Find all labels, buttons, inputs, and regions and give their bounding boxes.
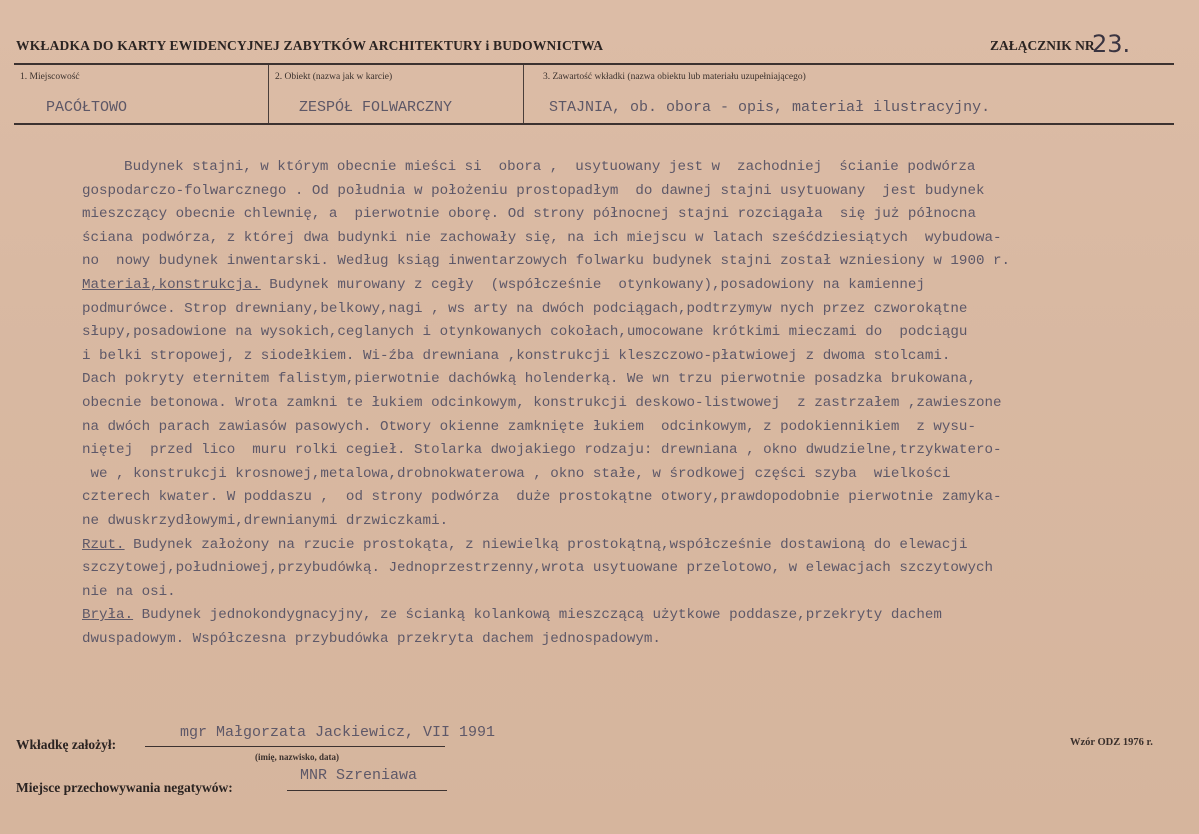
object-label [275,72,392,82]
description-line: słupy,posadowione na wysokich,ceglanych i otynkowanych cokołach,umocowane krótkimi mieczami do podciągu [82,324,968,341]
content-label [543,72,806,82]
description-line: nie na osi. [82,583,176,600]
description-line: obecnie betonowa. Wrota zamkni te łukiem odcinkowym, konstrukcji deskowo-listwowej z zastrzałem ,zawieszone [82,394,1002,411]
created-by-label: Wkładkę założył: [16,737,117,752]
description-line: gospodarczo-folwarcznego . Od południa w położeniu prostopadłym do dawnej stajni usytuowany jest budynek [82,182,985,199]
section-heading: Rzut. [82,536,125,553]
header-bottom-rule [14,123,1174,125]
field-separator-2 [523,65,524,123]
created-by-value: mgr Małgorzata Jackiewicz, VII 1991 [180,724,496,741]
object-label-main: 2. Obiekt [275,72,311,82]
description-line: szczytowej,południowej,przybudówką. Jednoprzestrzenny,wrota usytuowane przelotowo, w elewacjach szczytowych [82,560,993,577]
annex-number: 23. [1092,30,1131,58]
form-title: WKŁADKA DO KARTY EWIDENCYJNEJ ZABYTKÓW ARCHITEKTURY i BUDOWNICTWA [16,38,604,53]
place-value: PACÓŁTOWO [46,99,128,116]
object-label-note: (nazwa jak w karcie) [312,72,393,82]
description-line: ściana podwórza, z której dwa budynki nie zachowały się, na ich miejscu w latach sześćdziesiątych wybudowa- [82,229,1002,246]
content-label-main: 3. Zawartość wkładki [543,72,626,82]
description-line: podmurówce. Strop drewniany,belkowy,nagi , ws arty na dwóch podciągach,podtrzymyw nych przez czworokątne [82,300,968,317]
annex-label: ZAŁĄCZNIK NR [990,38,1095,53]
section-heading: Materiał,konstrukcja. [82,276,261,293]
negatives-line [287,790,447,791]
field-separator-1 [268,65,269,123]
section-heading: Bryła. [82,607,134,624]
created-by-note: (imię, nazwisko, data) [255,752,339,762]
description-text [82,156,1170,651]
description-line: na dwóch parach zawiasów pasowych. Otwory okienne zamknięte łukiem odcinkowym, z podokiennikiem z wysu- [82,418,976,435]
description-line: czterech kwater. W poddaszu , od strony podwórza duże prostokątne otwory,prawdopodobnie pierwotnie zamyka- [82,489,1002,506]
header-top-rule [14,63,1174,65]
description-line: Rzut. Budynek założony na rzucie prostokąta, z niewielką prostokątną,współcześnie dostawioną do elewacji [82,536,968,553]
description-line: Materiał,konstrukcja. Budynek murowany z cegły (współcześnie otynkowany),posadowiony na kamiennej [82,276,925,293]
content-label-note: (nazwa obiektu lub materiału uzupełniającego) [627,72,806,82]
description-line: ne dwuskrzydłowymi,drewnianymi drzwiczkami. [82,512,449,529]
description-line: dwuspadowym. Współczesna przybudówka przekryta dachem jednospadowym. [82,630,661,647]
description-line: we , konstrukcji krosnowej,metalowa,drobnokwaterowa , okno stałe, w środkowej części szyba wielkości [82,465,951,482]
description-line: Bryła. Budynek jednokondygnacyjny, ze ścianką kolankową mieszczącą użytkowe poddasze,przekryty dachem [82,607,942,624]
place-label: 1. Miejscowość [20,72,80,82]
content-value: STAJNIA, ob. obora - opis, materiał ilustracyjny. [549,99,991,116]
description-line: niętej przed lico muru rolki cegieł. Stolarka dwojakiego rodzaju: drewniana , okno dwudzielne,trzykwatero- [82,442,1002,459]
negatives-value: MNR Szreniawa [300,767,418,784]
created-by-line [145,746,445,747]
description-line: mieszczący obecnie chlewnię, a pierwotnie oborę. Od strony północnej stajni rozciągała się już północna [82,206,976,223]
description-line: Budynek stajni, w którym obecnie mieści si obora , usytuowany jest w zachodniej ścianie podwórza [90,159,976,175]
object-value: ZESPÓŁ FOLWARCZNY [299,99,453,116]
description-line: Dach pokryty eternitem falistym,pierwotnie dachówką holenderką. We wn trzu pierwotnie posadzka brukowana, [82,371,976,388]
form-code: Wzór ODZ 1976 r. [1070,737,1153,748]
negatives-label: Miejsce przechowywania negatywów: [16,780,233,795]
description-line: no nowy budynek inwentarski. Według ksiąg inwentarzowych folwarku budynek stajni został wzniesiony w 1900 r. [82,253,1011,270]
description-line: i belki stropowej, z siodełkiem. Wi-źba drewniana ,konstrukcji kleszczowo-płatwiowej z dwoma stolcami. [82,347,951,364]
